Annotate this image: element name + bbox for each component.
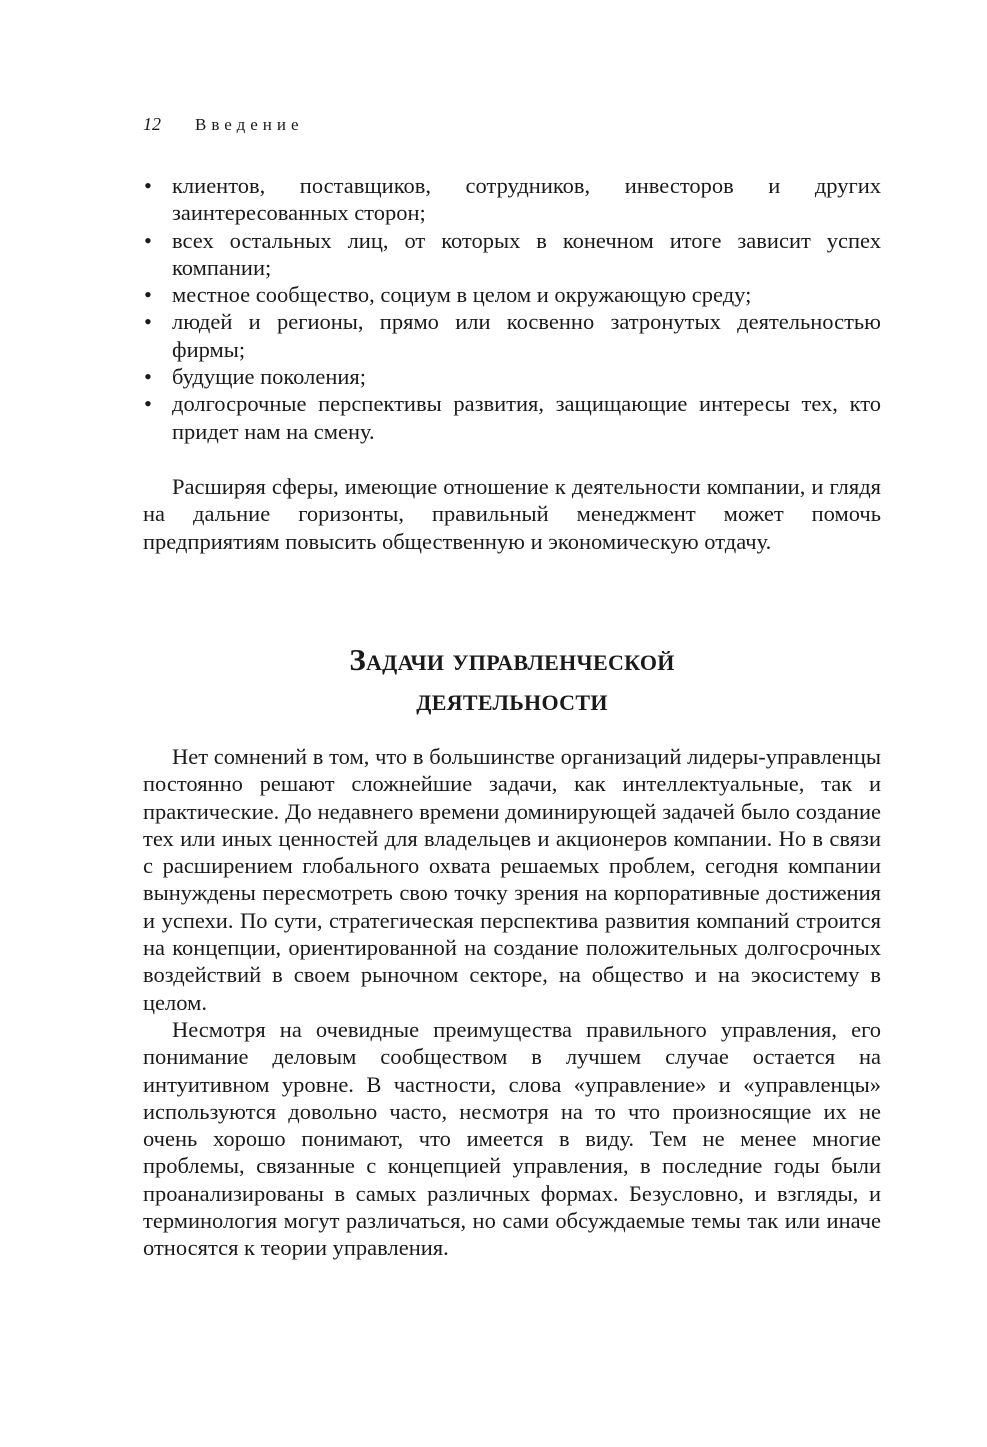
- list-item-text: клиентов, поставщиков, сотрудников, инвесторов и других заинтересованных сторон;: [172, 173, 881, 226]
- list-item: [143, 227, 881, 282]
- bullet-icon: •: [144, 391, 152, 417]
- section-heading-line-1: Задачи управленческой: [349, 642, 675, 677]
- list-item: [143, 390, 881, 445]
- intro-paragraph-block: [143, 473, 881, 555]
- list-item-text: долгосрочные перспективы развития, защищающие интересы тех, кто придет нам на смену.: [172, 391, 881, 444]
- section-heading-line-2: деятельности: [416, 682, 608, 717]
- list-item-text: будущие поколения;: [172, 364, 367, 390]
- bullet-list-block: [143, 172, 881, 445]
- bullet-icon: •: [144, 173, 152, 198]
- body-text-block: [143, 743, 881, 1262]
- bullet-icon: •: [144, 309, 152, 335]
- running-head: [143, 112, 304, 137]
- page-number: 12: [143, 114, 161, 134]
- list-item: [143, 308, 881, 363]
- intro-paragraph: Расширяя сферы, имеющие отношение к деятельности компании, и глядя на дальние горизонты, правильный менеджмент может помочь предприятиям повысить общественную и экономическую отдачу.: [143, 474, 881, 554]
- bullet-icon: •: [144, 227, 152, 253]
- list-item-text: всех остальных лиц, от которых в конечном итоге зависит успех компании;: [172, 227, 881, 280]
- list-item: [143, 172, 881, 227]
- list-item-text: местное сообщество, социум в целом и окружающую среду;: [172, 282, 752, 308]
- bullet-icon: •: [144, 364, 152, 390]
- bullet-icon: •: [144, 282, 152, 308]
- list-item-text: людей и регионы, прямо или косвенно затронутых деятельностью фирмы;: [172, 309, 881, 362]
- body-paragraph: Нет сомнений в том, что в большинстве организаций лидеры-управленцы постоянно решают сложнейшие задачи, как интеллектуальные, так и практические. До недавнего времени доминирующей задачей было создание тех или иных ценностей для владельцев и акционеров компании. Но в связи с расширением глобального охвата решаемых проблем, сегодня компании вынуждены пересмотреть свою точку зрения на корпоративные достижения и успехи. По сути, стратегическая перспектива развития компаний строится на концепции, ориентированной на создание положительных долгосрочных воздействий в своем рыночном секторе, на общество и на экосистему в целом.: [143, 744, 881, 1015]
- section-heading: [143, 640, 881, 720]
- bullet-list: [143, 172, 881, 445]
- section-title: Введение: [195, 115, 304, 134]
- list-item: [143, 281, 881, 308]
- list-item: [143, 363, 881, 390]
- body-paragraph: Несмотря на очевидные преимущества правильного управления, его понимание деловым сообществом в лучшем случае остается на интуитивном уровне. В частности, слова «управление» и «управленцы» используются довольно часто, несмотря на то что произносящие их не очень хорошо понимают, что имеется в виду. Тем не менее многие проблемы, связанные с концепцией управления, в последние годы были проанализированы в самых различных формах. Безусловно, и взгляды, и терминология могут различаться, но сами обсуждаемые темы так или иначе относятся к теории управления.: [143, 1016, 881, 1261]
